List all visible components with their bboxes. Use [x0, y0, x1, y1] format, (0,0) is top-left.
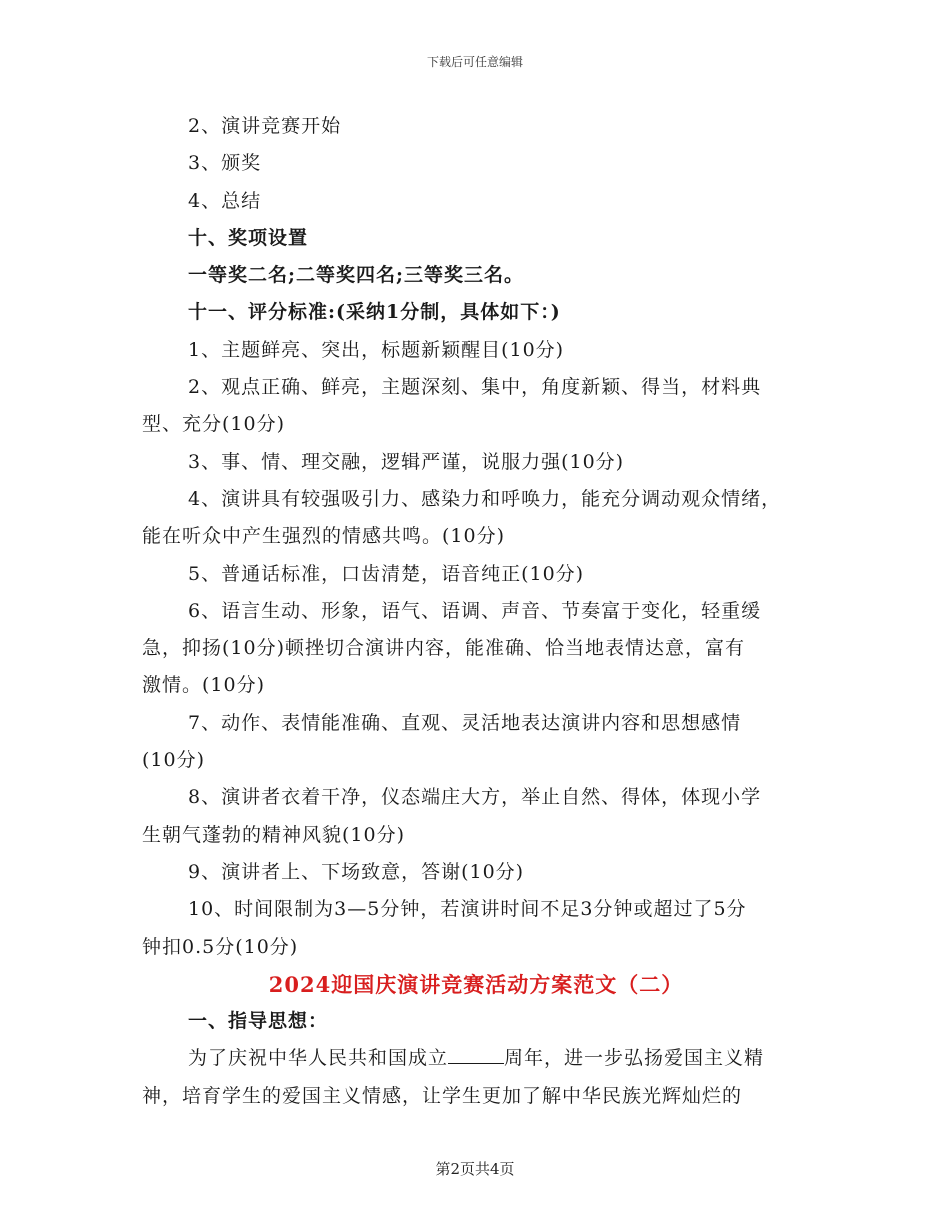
criterion-line: 9、演讲者上、下场致意，答谢(10分): [188, 860, 525, 883]
criterion-line: 5、普通话标准，口齿清楚，语音纯正(10分): [188, 562, 585, 585]
paragraph-text: 为了庆祝中华人民共和国成立: [188, 1047, 449, 1070]
text-line: 2、演讲竞赛开始: [188, 115, 342, 137]
section-heading: 十一、评分标准:(采纳1分制，具体如下：): [188, 301, 561, 324]
paragraph-text: 周年，进一步弘扬爱国主义精: [504, 1047, 765, 1070]
criterion-line: 1、主题鲜亮、突出，标题新颖醒目(10分): [188, 338, 565, 361]
fill-blank: [448, 1045, 504, 1064]
criterion-line: 激情。(10分): [142, 674, 266, 697]
line-list: [142, 108, 810, 966]
section-title: 2024迎国庆演讲竞赛活动方案范文（二）: [268, 971, 684, 997]
criterion-line: 6、语言生动、形象，语气、语调、声音、节奏富于变化，轻重缓: [188, 599, 762, 622]
criterion-line: 8、演讲者衣着干净，仪态端庄大方，举止自然、得体，体现小学: [188, 786, 762, 809]
criterion-line: (10分): [142, 749, 206, 772]
criterion-line: 4、演讲具有较强吸引力、感染力和呼唤力，能充分调动观众情绪，: [188, 487, 782, 510]
page-footer: 第2页共4页: [435, 1160, 515, 1178]
text-line: 4、总结: [188, 189, 262, 212]
subheading: 一、指导思想：: [188, 1010, 329, 1033]
criterion-line: 3、事、情、理交融，逻辑严谨，说服力强(10分): [188, 450, 625, 473]
criterion-line: 急，抑扬(10分)顿挫切合演讲内容，能准确、恰当地表情达意，富有: [142, 637, 746, 660]
document-body: [142, 108, 810, 1115]
criterion-line: 2、观点正确、鲜亮，主题深刻、集中，角度新颖、得当，材料典: [188, 376, 762, 399]
page-header: 下载后可任意编辑: [426, 55, 523, 69]
criterion-line: 钟扣0.5分(10分): [142, 935, 299, 958]
paragraph-line: [142, 1040, 810, 1077]
criterion-line: 生朝气蓬勃的精神风貌(10分): [142, 823, 406, 846]
text-line: 3、颁奖: [188, 152, 262, 175]
paragraph-line: 神，培育学生的爱国主义情感，让学生更加了解中华民族光辉灿烂的: [142, 1084, 743, 1107]
criterion-line: 能在听众中产生强烈的情感共鸣。(10分): [142, 525, 506, 548]
criterion-line: 7、动作、表情能准确、直观、灵活地表达演讲内容和思想感情: [188, 711, 742, 734]
section-heading: 十、奖项设置: [188, 226, 309, 249]
criterion-line: 10、时间限制为3—5分钟，若演讲时间不足3分钟或超过了5分: [188, 898, 747, 921]
text-line: 一等奖二名;二等奖四名;三等奖三名。: [188, 264, 525, 287]
criterion-line: 型、充分(10分): [142, 413, 286, 436]
